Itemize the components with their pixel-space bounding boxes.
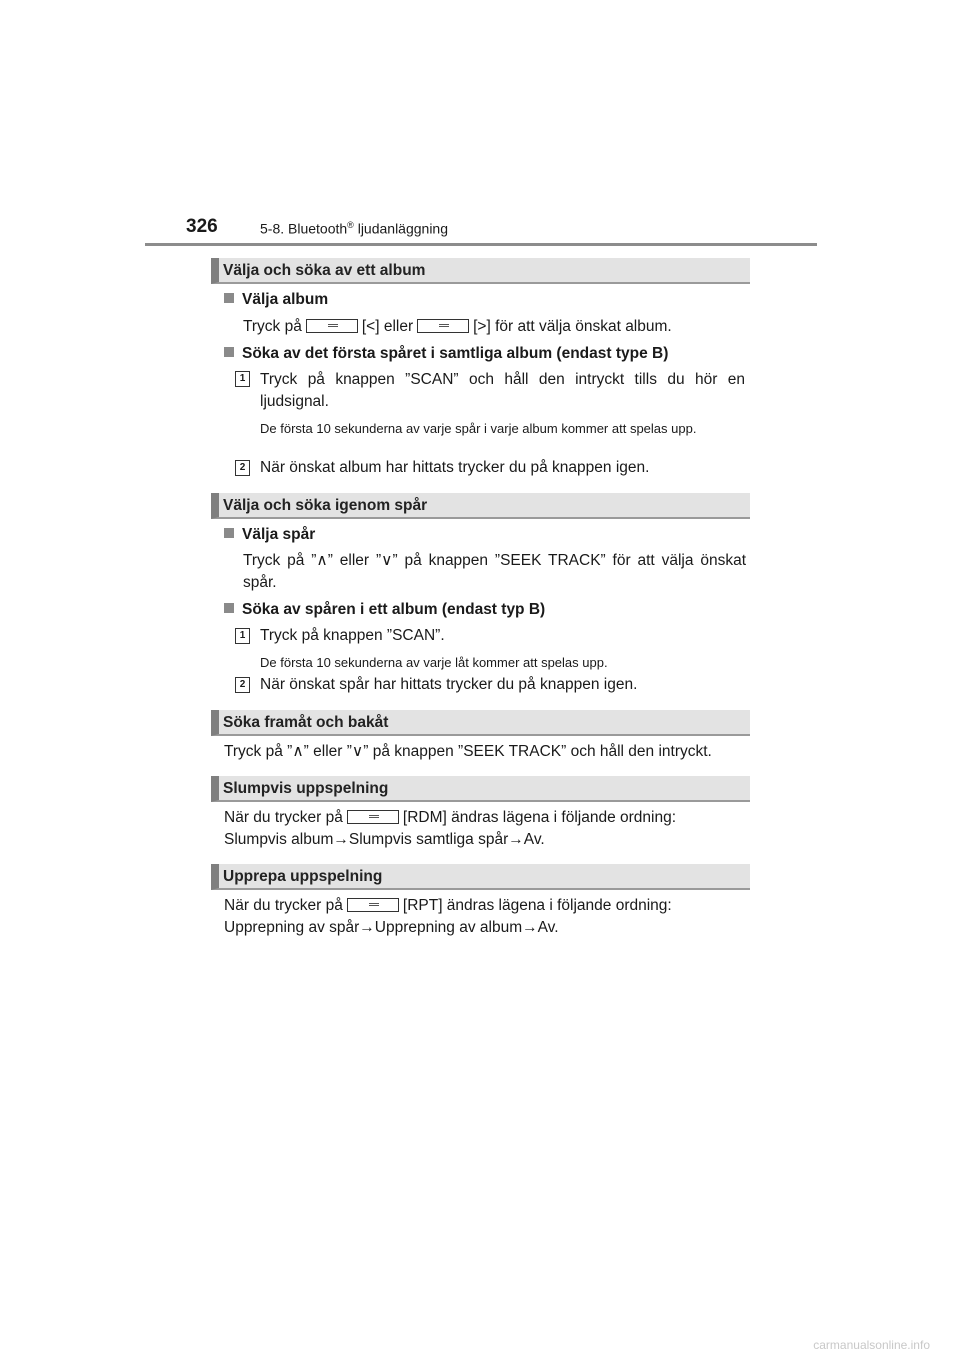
random-modes: Slumpvis album→Slumpvis samtliga spår→Av. <box>224 831 545 848</box>
preset-button-icon <box>306 319 358 333</box>
chapter-title: 5-8. Bluetooth® ljudanläggning <box>260 220 449 237</box>
square-bullet-icon <box>224 528 234 538</box>
square-bullet-icon <box>224 293 234 303</box>
preset-button-icon <box>347 810 399 824</box>
preset-button-icon <box>417 319 469 333</box>
repeat-text: När du trycker på [RPT] ändras lägena i följande ordning: <box>224 897 672 914</box>
section-header-random: Slumpvis uppspelning <box>211 776 750 802</box>
section-header-seek: Söka framåt och bakåt <box>211 710 750 736</box>
step-number-1: 1 <box>235 371 250 387</box>
subheading-select-album: Välja album <box>224 291 328 309</box>
seek-text: Tryck på ”∧” eller ”∨” på knappen ”SEEK TRACK” och håll den intryckt. <box>224 743 712 760</box>
select-track-text: Tryck på ”∧” eller ”∨” på knappen ”SEEK TRACK” för att välja önskat spår. <box>243 552 746 591</box>
square-bullet-icon <box>224 347 234 357</box>
step-1-note: De första 10 sekunderna av varje spår i varje album kommer att spelas upp. <box>260 421 697 436</box>
step-2-text: När önskat spår har hittats trycker du på knappen igen. <box>260 676 638 693</box>
subheading-scan-albums: Söka av det första spåret i samtliga album (endast type B) <box>224 345 668 363</box>
repeat-modes: Upprepning av spår→Upprepning av album→Av. <box>224 919 559 936</box>
step-number-1: 1 <box>235 628 250 644</box>
subheading-scan-tracks: Söka av spåren i ett album (endast typ B) <box>224 601 545 619</box>
step-number-2: 2 <box>235 460 250 476</box>
subheading-select-track: Välja spår <box>224 526 315 544</box>
square-bullet-icon <box>224 603 234 613</box>
preset-button-icon <box>347 898 399 912</box>
section-header-tracks: Välja och söka igenom spår <box>211 493 750 519</box>
step-1-text: Tryck på knappen ”SCAN” och håll den intryckt tills du hör en ljudsignal. <box>260 371 745 410</box>
select-album-text: Tryck på [<] eller [>] för att välja önskat album. <box>243 318 672 335</box>
header-rule <box>145 243 817 246</box>
page-number: 326 <box>186 216 218 237</box>
section-header-album: Välja och söka av ett album <box>211 258 750 284</box>
watermark: carmanualsonline.info <box>813 1338 930 1352</box>
section-header-repeat: Upprepa uppspelning <box>211 864 750 890</box>
step-1-text: Tryck på knappen ”SCAN”. <box>260 627 445 644</box>
random-text: När du trycker på [RDM] ändras lägena i följande ordning: <box>224 809 677 826</box>
step-number-2: 2 <box>235 677 250 693</box>
step-2-text: När önskat album har hittats trycker du på knappen igen. <box>260 459 650 476</box>
step-1-note: De första 10 sekunderna av varje låt kommer att spelas upp. <box>260 655 608 670</box>
